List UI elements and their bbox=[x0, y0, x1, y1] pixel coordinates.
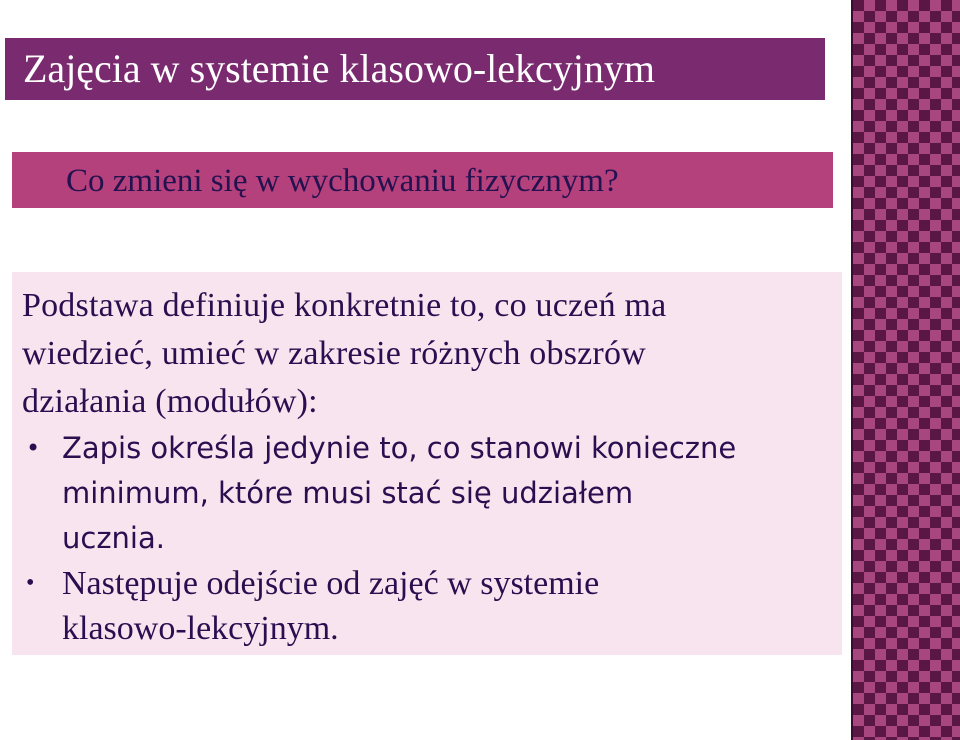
intro-paragraph bbox=[22, 282, 842, 426]
decorative-pattern-strip bbox=[851, 0, 960, 740]
content-box bbox=[12, 272, 842, 655]
intro-line-3: działania (modułów): bbox=[22, 383, 318, 420]
bullet-list bbox=[22, 426, 842, 651]
slide-title: Zajęcia w systemie klasowo-lekcyjnym bbox=[5, 38, 825, 100]
bullet-item bbox=[22, 561, 842, 651]
intro-line-1: Podstawa definiuje konkretnie to, co uczeń ma bbox=[22, 287, 667, 324]
slide-subtitle: Co zmieni się w wychowaniu fizycznym? bbox=[12, 152, 833, 208]
bullet-dot-icon: • bbox=[26, 434, 41, 462]
intro-line-2: wiedzieć, umieć w zakresie różnych obszrów bbox=[22, 335, 646, 372]
bullet-1-line-3: ucznia. bbox=[62, 521, 165, 555]
bullet-dot-icon: • bbox=[26, 570, 35, 596]
bullet-2-line-1: Następuje odejście od zajęć w systemie bbox=[62, 565, 600, 602]
bullet-2-line-2: klasowo-lekcyjnym. bbox=[62, 610, 339, 647]
bullet-1-line-2: minimum, które musi stać się udziałem bbox=[62, 476, 634, 510]
bullet-1-line-1: Zapis określa jedynie to, co stanowi konieczne bbox=[62, 431, 737, 465]
bullet-item bbox=[22, 426, 842, 561]
